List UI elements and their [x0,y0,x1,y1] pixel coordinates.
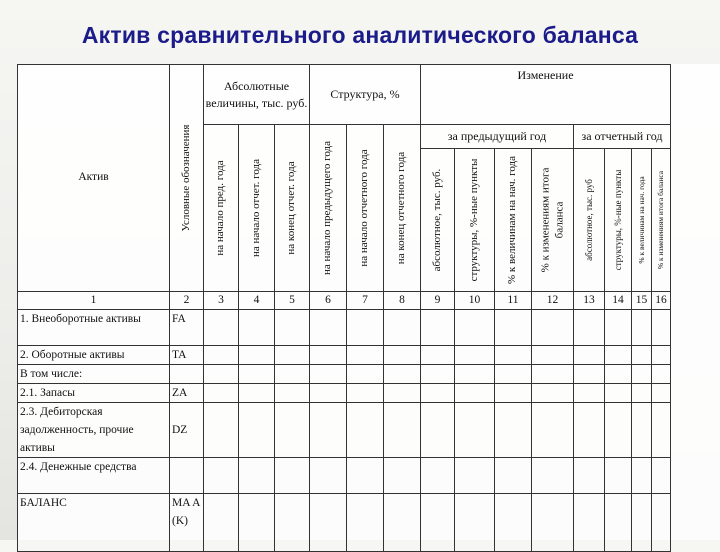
report-year-header: за отчетный год [574,125,671,149]
row-code: MA A (K) [170,494,204,552]
column-number: 13 [574,292,605,310]
absolute-group-header: Абсолютные величины, тыс. руб. [204,65,310,125]
row-code [170,458,204,494]
row-label: 2.1. Запасы [18,384,170,403]
col-6-header: на начало предыдущего года [310,125,347,292]
row-label: БАЛАНС [18,494,170,552]
table-row [18,310,671,346]
table-row [18,384,671,403]
column-numbers-row [18,292,671,310]
column-number: 6 [310,292,347,310]
table-row [18,403,671,458]
row-label: В том числе: [18,365,170,384]
row-code: ZA [170,384,204,403]
col-7-header: на начало отчетного года [347,125,384,292]
column-number: 9 [421,292,455,310]
balance-table [17,64,671,552]
table-row [18,458,671,494]
column-number: 10 [455,292,495,310]
prev-year-header: за предыдущий год [421,125,574,149]
column-number: 11 [495,292,532,310]
col-11-header: % к величинам на нач. года [495,149,532,292]
row-code [170,365,204,384]
col-13-header: абсолютное, тыс. руб [574,149,605,292]
col-4-header: на начало отчет. года [239,125,275,292]
col-16-header: % к изменениям итога баланса [652,149,671,292]
col-3-header: на начало пред. года [204,125,239,292]
col-14-header: структуры, %-ные пункты [605,149,632,292]
col-12-header: % к изменениям итога баланса [532,149,574,292]
row-code: DZ [170,403,204,458]
table-row [18,494,671,552]
row-code: FA [170,310,204,346]
change-group-header: Изменение [421,65,671,125]
column-number: 1 [18,292,170,310]
row-label: 2.4. Денежные средства [18,458,170,494]
column-number: 16 [652,292,671,310]
aktiv-header: Актив [18,65,170,292]
column-number: 12 [532,292,574,310]
table-row [18,365,671,384]
column-number: 3 [204,292,239,310]
column-number: 5 [275,292,310,310]
table-row [18,346,671,365]
structure-group-header: Структура, % [310,65,421,125]
codes-header: Условные обозначения [170,65,204,292]
col-9-header: абсолютное, тыс. руб. [421,149,455,292]
page-title: Актив сравнительного аналитического баланса [81,22,639,48]
column-number: 7 [347,292,384,310]
row-label: 2.3. Дебиторская задолженность, прочие активы [18,403,170,458]
col-10-header: структуры, %-ные пункты [455,149,495,292]
column-number: 4 [239,292,275,310]
column-number: 15 [632,292,652,310]
column-number: 8 [384,292,421,310]
row-code: TA [170,346,204,365]
col-15-header: % к величинам на нач. года [632,149,652,292]
col-5-header: на конец отчет. года [275,125,310,292]
row-label: 2. Оборотные активы [18,346,170,365]
row-label: 1. Внеоборотные активы [18,310,170,346]
column-number: 2 [170,292,204,310]
col-8-header: на конец отчетного года [384,125,421,292]
column-number: 14 [605,292,632,310]
